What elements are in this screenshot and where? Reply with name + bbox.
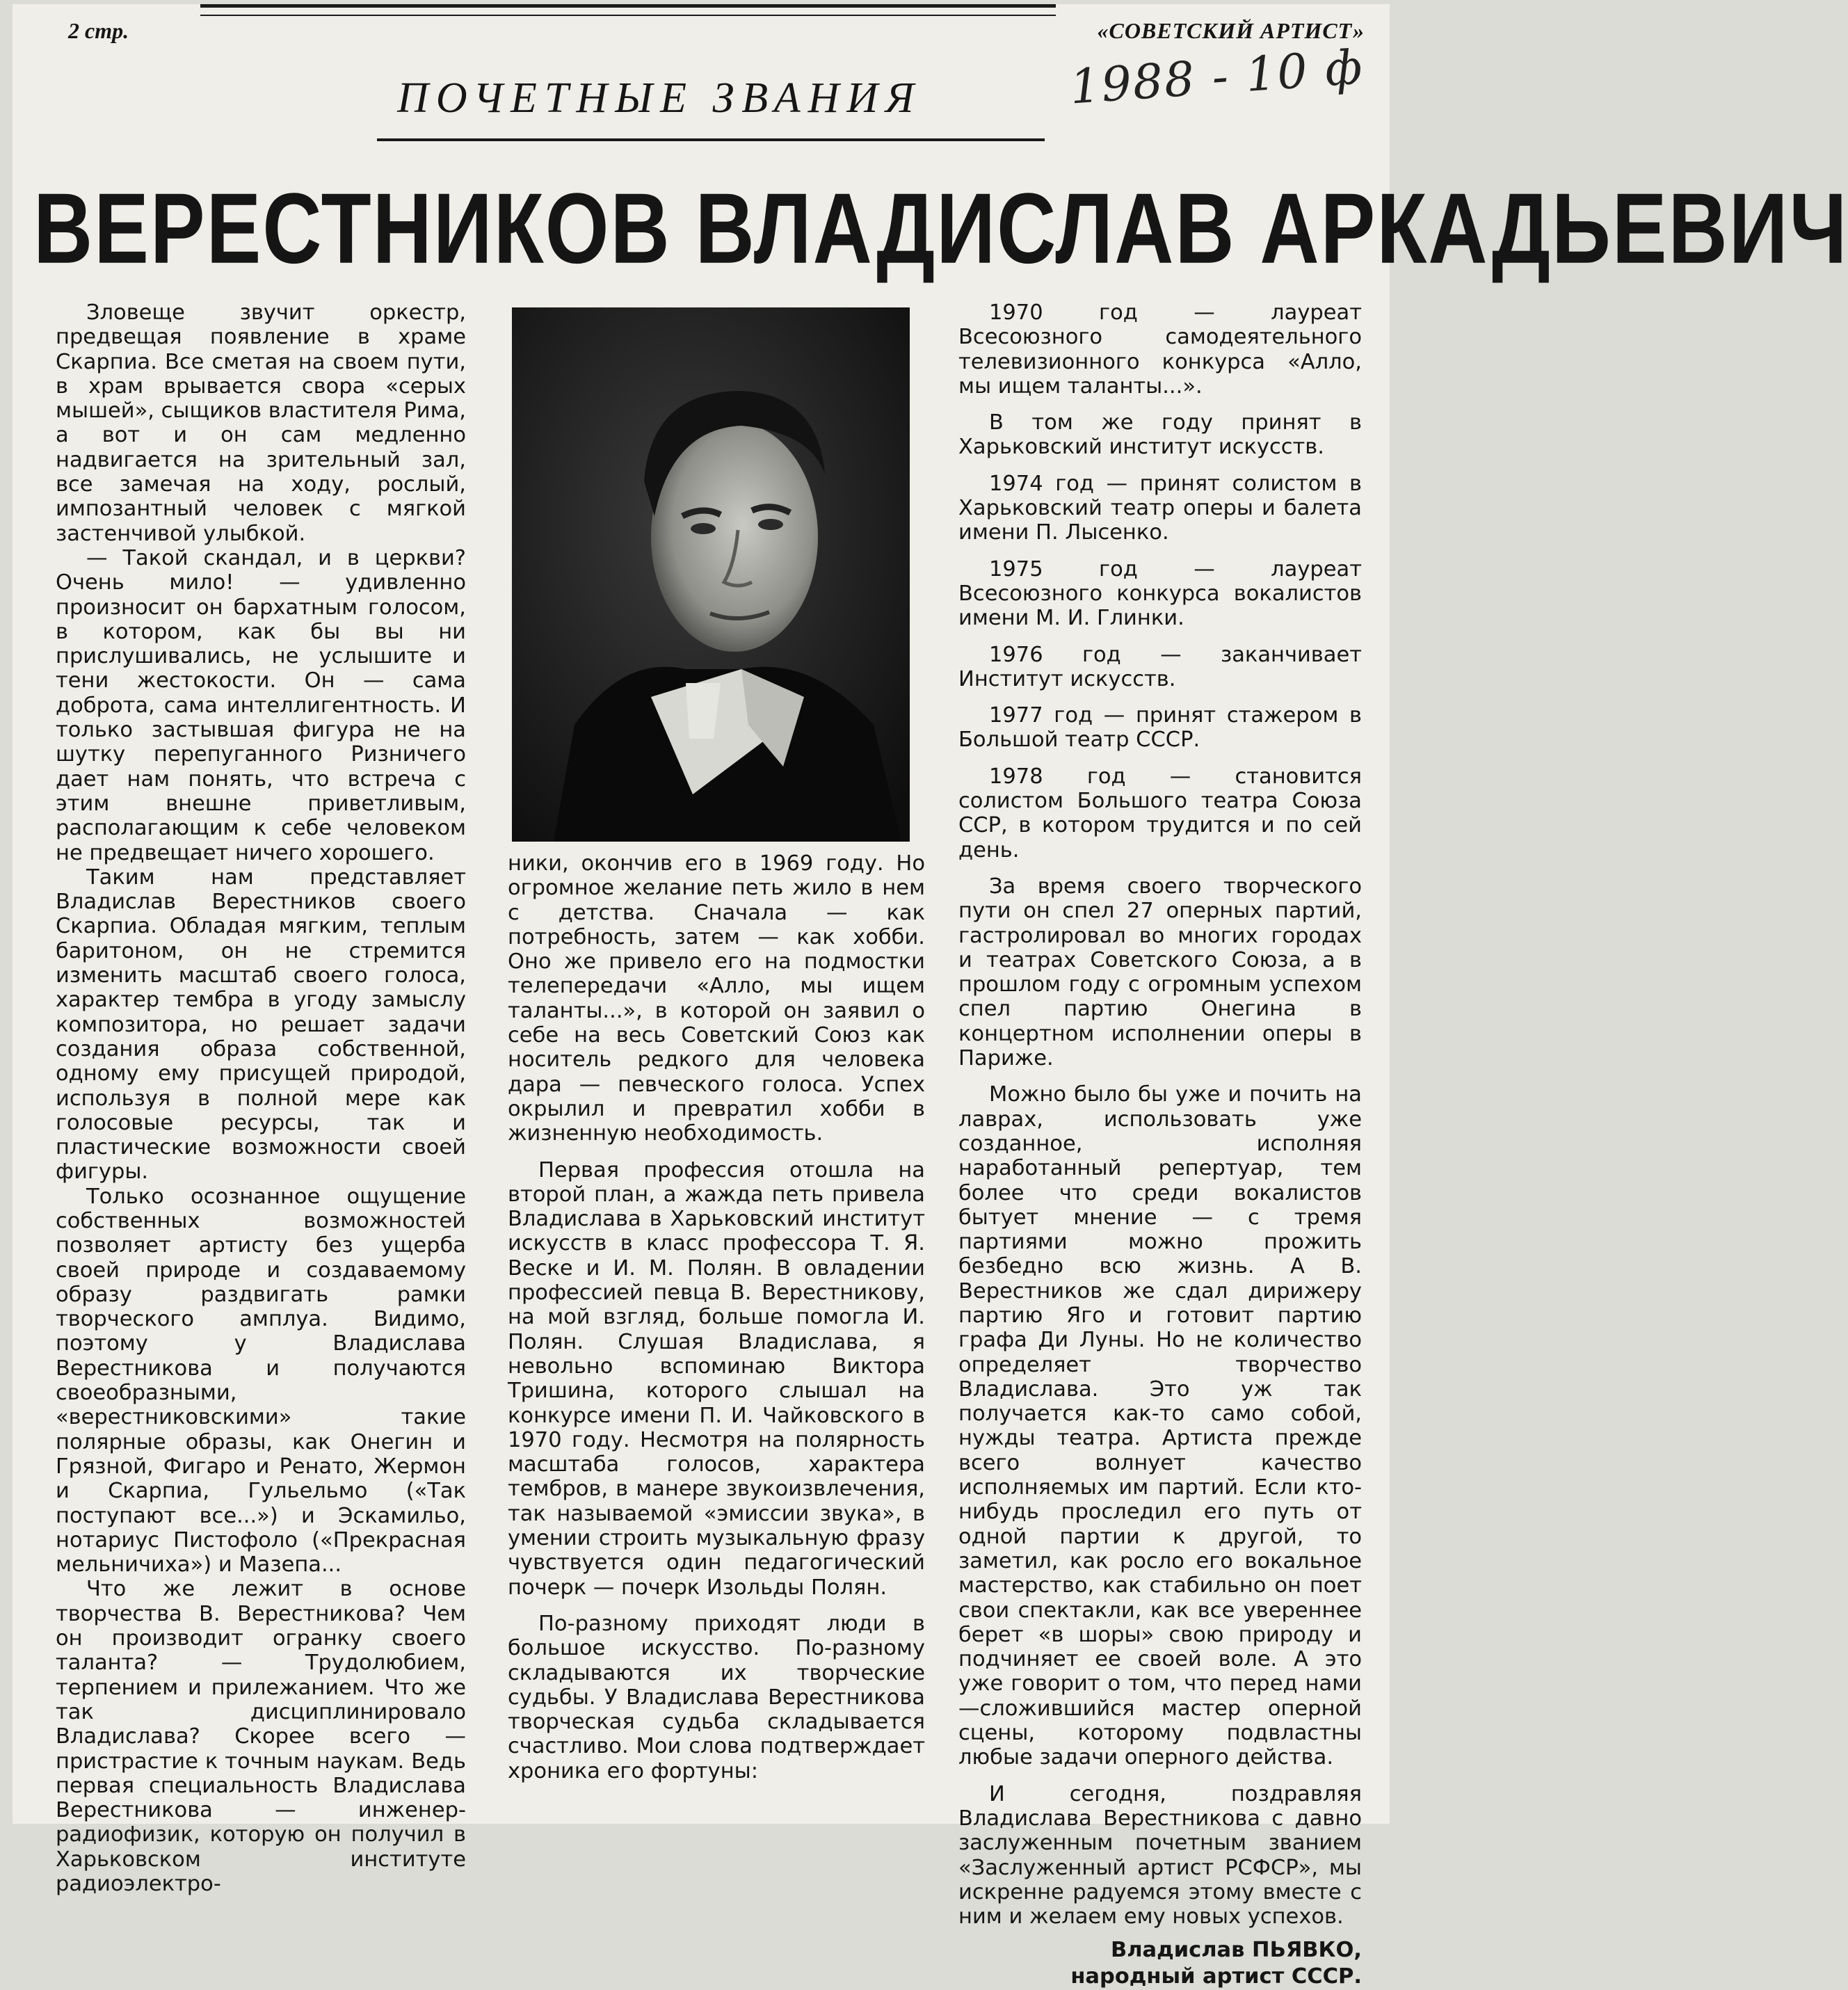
paragraph: Что же лежит в основе творчества В. Верестникова? Чем он производит огранку своего таланта? — Трудолюбием, терпением и прилежанием. Что же так дисциплинировало Владислава? Скорее всего — пристрастие к точным наукам. Ведь первая специальность Владислава Верестникова — инженер-радиофизик, которую он получил в Харьковском институте радиоэлектро- (56, 1577, 466, 1896)
author-title: народный артист СССР. (1070, 1964, 1362, 1989)
handwritten-note: 1988 - 10 ф (1068, 40, 1365, 115)
chronicle-item: 1974 год — принят солистом в Харьковский театр оперы и балета имени П. Лысенко. (958, 471, 1362, 545)
paragraph: — Такой скандал, и в церкви? Очень мило! — удивленно произносит он бархатным голосом, в котором, как бы вы ни прислушивались, не услышите и тени жестокости. Он — сама доброта, сама интеллигентность. И только застывшая фигура не на шутку перепуганного Ризничего дает нам понять, что встреча с этим внешне приветливым, располагающим к себе человеком не предвещает ничего хорошего. (56, 545, 466, 865)
paragraph: Зловеще звучит оркестр, предвещая появление в храме Скарпиа. Все сметая на своем пути, в храм врывается свора «серых мышей», сыщиков властителя Рима, а вот и он сам медленно надвигается на зрительный зал, все замечая на ходу, рослый, импозантный человек с мягкой застенчивой улыбкой. (56, 300, 466, 546)
chronicle-item: 1977 год — принят стажером в Большой театр СССР. (958, 703, 1362, 753)
article-column-3 (958, 300, 1362, 1989)
article-column-2 (508, 851, 925, 1831)
rubric-underline (377, 138, 1045, 141)
paragraph: Первая профессия отошла на второй план, а жажда петь привела Владислава в Харьковский институт искусств в класс профессора Т. Я. Веске и И. М. Полян. В овладении профессией певца В. Верестникову, на мой взгляд, больше помогла И. Полян. Слушая Владислава, я невольно вспоминаю Виктора Тришина, которого слышал на конкурсе имени П. И. Чайковского в 1970 году. Несмотря на полярность масштаба голосов, характера тембров, в манере звукоизвлечения, так называемой «эмиссии звука», в умении строить музыкальную фразу чувствуется один педагогический почерк — почерк Изольды Полян. (508, 1157, 925, 1600)
newspaper-name: «СОВЕТСКИЙ АРТИСТ» (1097, 18, 1365, 43)
portrait-illustration (512, 307, 910, 842)
paragraph: ники, окончив его в 1969 году. Но огромное желание петь жило в нем с детства. Сначала — как потребность, затем — как хобби. Оно же привело его на подмостки телепередачи «Алло, мы ищем таланты...», в которой он заявил о себе на весь Советский Союз как носитель редкого для человека дара — певческого голоса. Успех окрылил и превратил хобби в жизненную необходимость. (508, 851, 925, 1146)
portrait-photo (512, 307, 910, 842)
paragraph: Таким нам представляет Владислав Верестников своего Скарпиа. Обладая мягким, теплым баритоном, он не стремится изменить масштаб своего голоса, характер тембра в угоду замыслу композитора, но решает задачи создания образа собственной, одному ему присущей природой, используя в полной мере как голосовые ресурсы, так и пластические возможности своей фигуры. (56, 865, 466, 1185)
chronicle-item: 1970 год — лауреат Всесоюзного самодеятельного телевизионного конкурса «Алло, мы ищем таланты...». (958, 300, 1362, 399)
author-name: Владислав ПЬЯВКО, (1110, 1938, 1362, 1963)
paragraph: Можно было бы уже и почить на лаврах, использовать уже созданное, исполняя наработанный репертуар, тем более что среди вокалистов бытует мнение — с тремя партиями можно прожить безбедно всю жизнь. А В. Верестников же сдал дирижеру партию Яго и готовит партию графа Ди Луны. Но не количество определяет творчество Владислава. Это уж так получается как-то само собой, нужды театра. Артиста прежде всего волнует качество исполняемых им партий. Если кто-нибудь проследил его путь от одной партии к другой, то заметил, как росло его вокальное мастерство, как стабильно он поет свои спектакли, как все увереннее берет «в шоры» свою природу и подчиняет ее своей воле. А это уже говорит о том, что перед нами —сложившийся мастер оперной сцены, которому подвластны любые задачи оперного действа. (958, 1082, 1362, 1770)
article-column-1 (56, 300, 466, 1896)
page-number: 2 стр. (68, 18, 129, 43)
chronicle-item: 1976 год — заканчивает Институт искусств. (958, 642, 1362, 691)
newspaper-page (13, 4, 1848, 1989)
paragraph: За время своего творческого пути он спел 27 оперных партий, гастролировал во многих городах и театрах Советского Союза, а в прошлом году с огромным успехом спел партию Онегина в концертном исполнении оперы в Париже. (958, 874, 1362, 1071)
author-signature (958, 1937, 1362, 1990)
paragraph: Только осознанное ощущение собственных возможностей позволяет артисту без ущерба своей природе и создаваемому образу раздвигать рамки творческого амплуа. Видимо, поэтому у Владислава Верестникова и получаются своеобразными, «верестниковскими» такие полярные образы, как Онегин и Грязной, Фигаро и Ренато, Жермон и Скарпиа, Гульельмо («Так поступают все...») и Эскамильо, нотариус Пистофоло («Прекрасная мельничиха») и Мазепа... (56, 1184, 466, 1578)
chronicle-item: 1975 год — лауреат Всесоюзного конкурса вокалистов имени М. И. Глинки. (958, 556, 1362, 631)
paragraph: И сегодня, поздравляя Владислава Верестникова с давно заслуженным почетным званием «Заслуженный артист РСФСР», мы искренне радуемся этому вместе с ним и желаем ему новых успехов. (958, 1781, 1362, 1929)
article-headline: ВЕРЕСТНИКОВ ВЛАДИСЛАВ АРКАДЬЕВИЧ (33, 172, 1848, 285)
rubric-title: ПОЧЕТНЫЕ ЗВАНИЯ (397, 74, 922, 122)
chronicle-item: В том же году принят в Харьковский институт искусств. (958, 410, 1362, 460)
masthead-rule-left (200, 4, 1056, 16)
chronicle-item: 1978 год — становится солистом Большого театра Союза ССР, в котором трудится и по сей день. (958, 764, 1362, 862)
paragraph: По-разному приходят люди в большое искусство. По-разному складываются их творческие судьбы. У Владислава Верестникова творческая судьба складывается счастливо. Мои слова подтверждает хроника его фортуны: (508, 1611, 925, 1783)
